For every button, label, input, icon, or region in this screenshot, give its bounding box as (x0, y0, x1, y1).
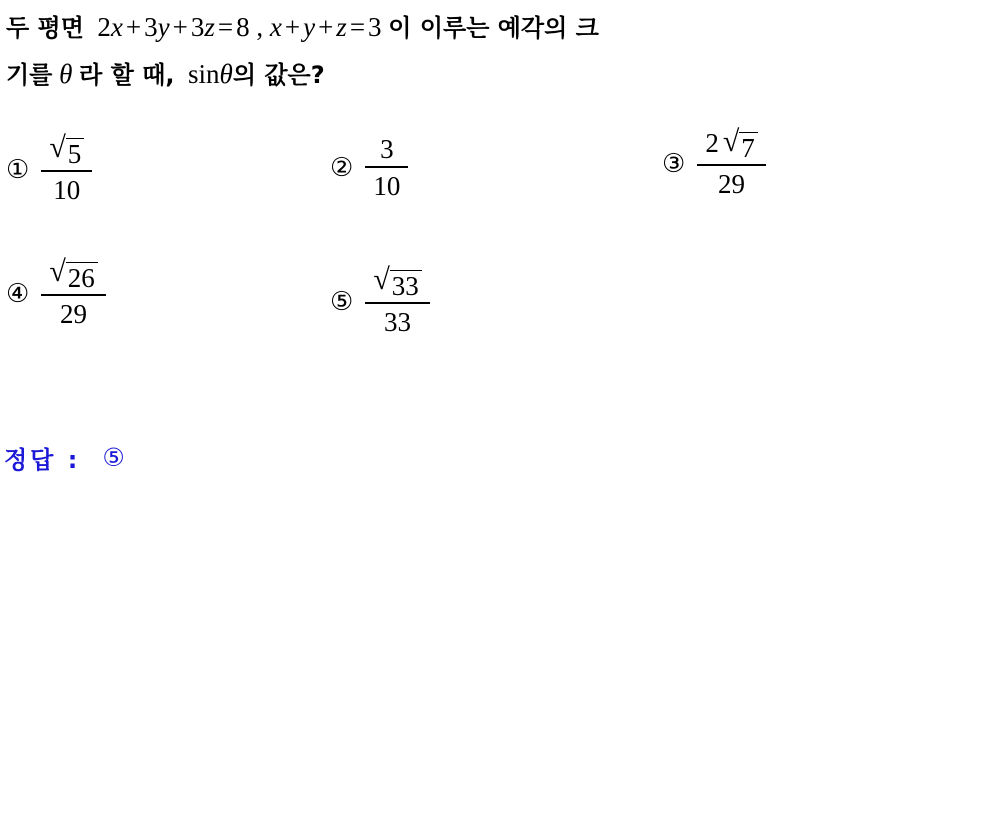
question-line2-suffix: 의 값은? (232, 61, 325, 89)
choice-1-marker: ① (6, 154, 30, 185)
question-line1-prefix: 두 평면 (6, 14, 84, 42)
choice-4[interactable] (6, 255, 106, 330)
question-line1-suffix: 이 이루는 예각의 크 (388, 14, 599, 42)
equation-separator: , (256, 12, 264, 42)
choice-3-marker: ③ (662, 148, 686, 179)
question-line2-prefix: 기를 (6, 61, 53, 89)
answer-label: 정답 : (4, 446, 81, 474)
choice-5-denominator: 33 (384, 307, 412, 338)
choice-1-numerator (41, 131, 92, 170)
answer-line (4, 440, 125, 475)
choice-row-1 (0, 118, 993, 236)
choice-1-radicand: 5 (66, 138, 85, 168)
theta-symbol: θ (59, 59, 73, 89)
choice-4-radicand: 26 (66, 262, 98, 292)
choice-1-fraction (41, 131, 92, 206)
choice-4-numerator (41, 255, 105, 294)
radical-icon: √ 26 (49, 259, 97, 292)
choice-4-denominator: 29 (60, 299, 88, 330)
choice-3-coefficient: 2 (705, 128, 719, 158)
choice-5-radicand: 33 (390, 270, 422, 300)
choice-5-marker: ⑤ (330, 286, 354, 317)
choice-row-2 (0, 236, 993, 354)
choice-2[interactable] (330, 134, 408, 201)
answer-value: ⑤ (102, 443, 125, 472)
choice-2-fraction (365, 134, 408, 201)
choice-1-denominator: 10 (53, 175, 81, 206)
choice-3-denominator: 29 (718, 169, 746, 200)
choice-5[interactable] (330, 263, 430, 338)
choice-3[interactable] (662, 125, 766, 200)
question-line2-mid: 라 할 때, (79, 61, 175, 89)
choice-2-denominator: 10 (373, 171, 401, 202)
radical-icon: √ 33 (373, 267, 421, 300)
choice-3-radicand: 7 (739, 132, 758, 162)
choice-3-fraction (697, 125, 765, 200)
plane-equation-2: x + y + z = 3 (269, 12, 389, 42)
choice-5-numerator (365, 263, 429, 302)
choice-5-fraction (365, 263, 429, 338)
choice-list (0, 118, 993, 354)
choice-3-numerator (697, 125, 765, 164)
choice-2-numerator: 3 (380, 134, 394, 164)
radical-icon: √ 7 (723, 129, 758, 162)
choice-4-marker: ④ (6, 278, 30, 309)
sin-theta-expression: sinθ (181, 59, 233, 89)
choice-1[interactable] (6, 131, 92, 206)
choice-2-marker: ② (330, 152, 354, 183)
choice-4-fraction (41, 255, 105, 330)
radical-icon: √ 5 (49, 135, 84, 168)
question-statement (6, 4, 986, 98)
plane-equation-1: 2x + 3y + 3z = 8 (90, 12, 257, 42)
